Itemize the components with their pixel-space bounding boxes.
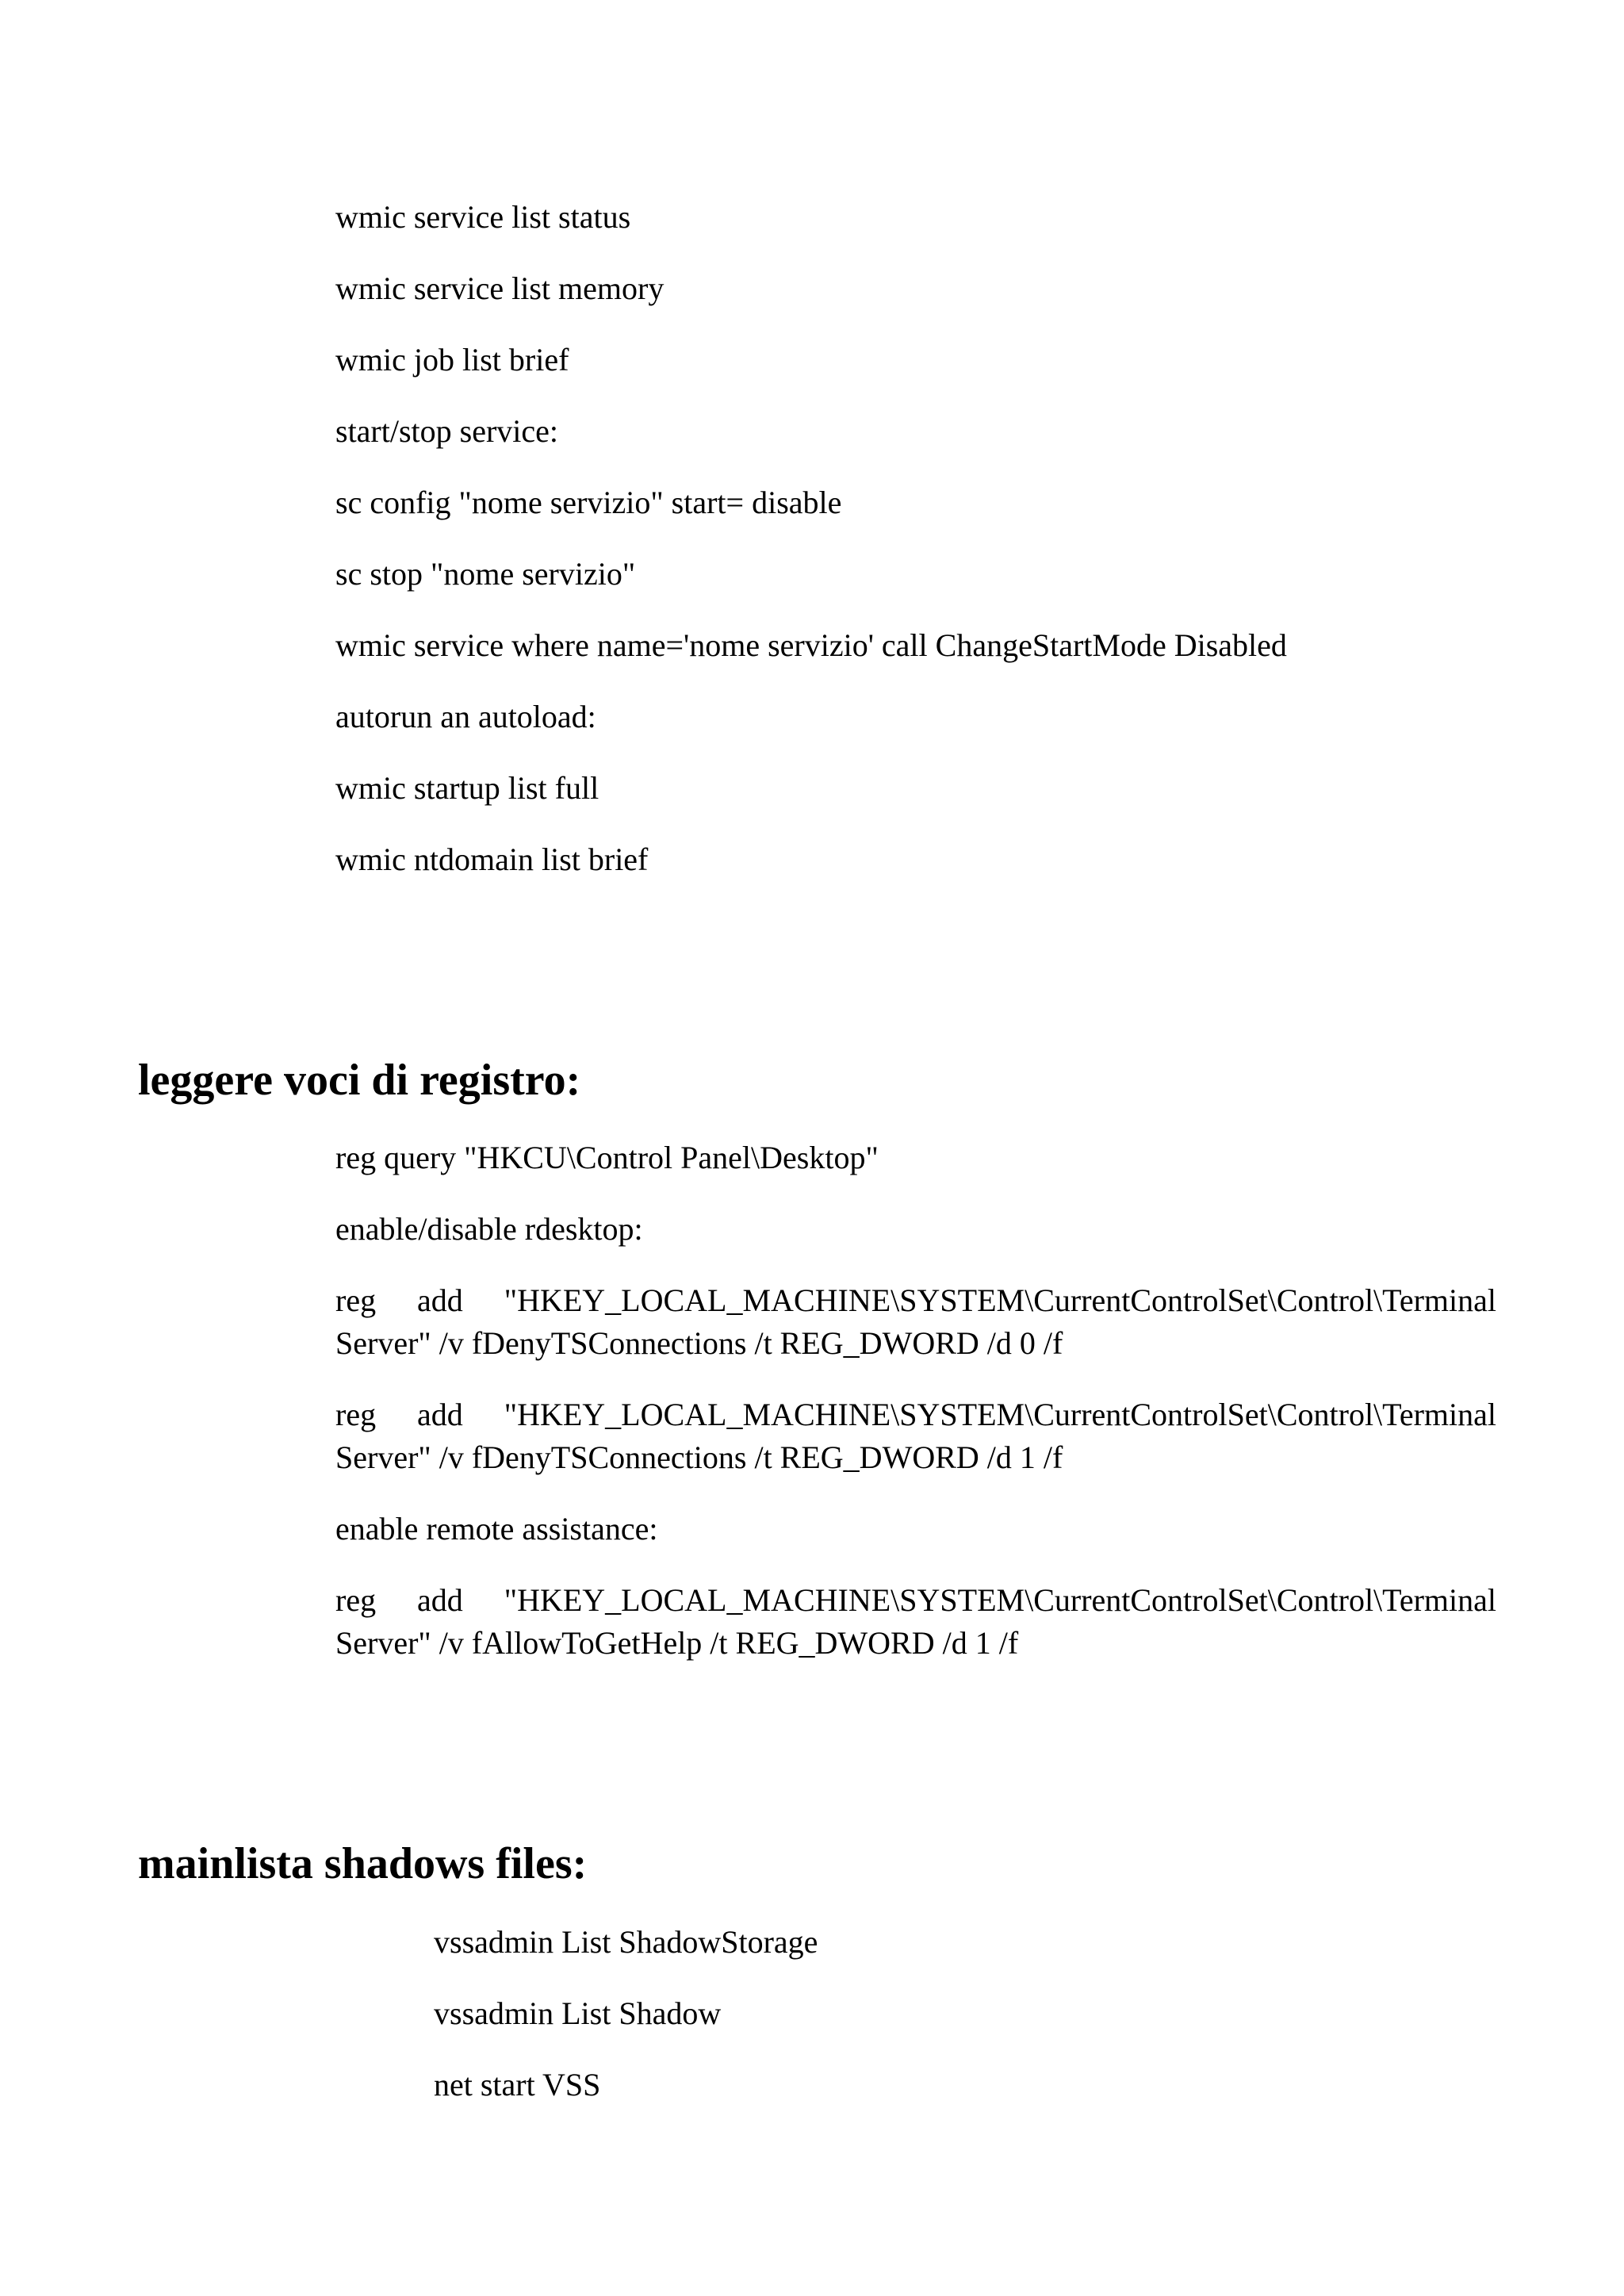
command-line: wmic ntdomain list brief	[335, 841, 649, 877]
command-label: start/stop service:	[335, 413, 559, 449]
command-line: wmic service where name='nome servizio' call ChangeStartMode Disabled	[335, 627, 1287, 663]
command-continuation: Server" /v fDenyTSConnections /t REG_DWORD /d 1 /f	[335, 1439, 1063, 1475]
command-paragraph	[335, 1393, 1496, 1479]
command-label: autorun an autoload:	[335, 699, 596, 734]
command-continuation: Server" /v fDenyTSConnections /t REG_DWORD /d 0 /f	[335, 1325, 1063, 1361]
command-line: vssadmin List Shadow	[434, 1995, 722, 2031]
command-line: net start VSS	[434, 2067, 601, 2102]
command-word: "HKEY_LOCAL_MACHINE\SYSTEM\CurrentControlSet\Control\Terminal	[504, 1582, 1496, 1618]
command-word: "HKEY_LOCAL_MACHINE\SYSTEM\CurrentControlSet\Control\Terminal	[504, 1282, 1496, 1318]
section-heading-shadows: mainlista shadows files:	[138, 1839, 588, 1888]
command-line: wmic service list memory	[335, 270, 665, 306]
command-continuation: Server" /v fAllowToGetHelp /t REG_DWORD /d 1 /f	[335, 1625, 1019, 1661]
command-line: vssadmin List ShadowStorage	[434, 1924, 818, 1960]
command-word: add	[417, 1582, 463, 1618]
command-paragraph	[335, 1579, 1496, 1665]
command-paragraph	[335, 1279, 1496, 1365]
section-heading-registry: leggere voci di registro:	[138, 1056, 581, 1105]
command-word: reg	[335, 1282, 377, 1318]
command-word: add	[417, 1282, 463, 1318]
command-line: sc config "nome servizio" start= disable	[335, 485, 842, 520]
command-word: reg	[335, 1397, 377, 1432]
command-label: enable remote assistance:	[335, 1511, 658, 1547]
command-line: sc stop "nome servizio"	[335, 556, 636, 592]
command-line: reg query "HKCU\Control Panel\Desktop"	[335, 1140, 879, 1175]
command-label: enable/disable rdesktop:	[335, 1211, 643, 1247]
command-line: wmic job list brief	[335, 342, 569, 378]
command-word: add	[417, 1397, 463, 1432]
command-word: "HKEY_LOCAL_MACHINE\SYSTEM\CurrentControlSet\Control\Terminal	[504, 1397, 1496, 1432]
command-line: wmic service list status	[335, 199, 631, 235]
command-line: wmic startup list full	[335, 770, 599, 806]
command-word: reg	[335, 1582, 377, 1618]
